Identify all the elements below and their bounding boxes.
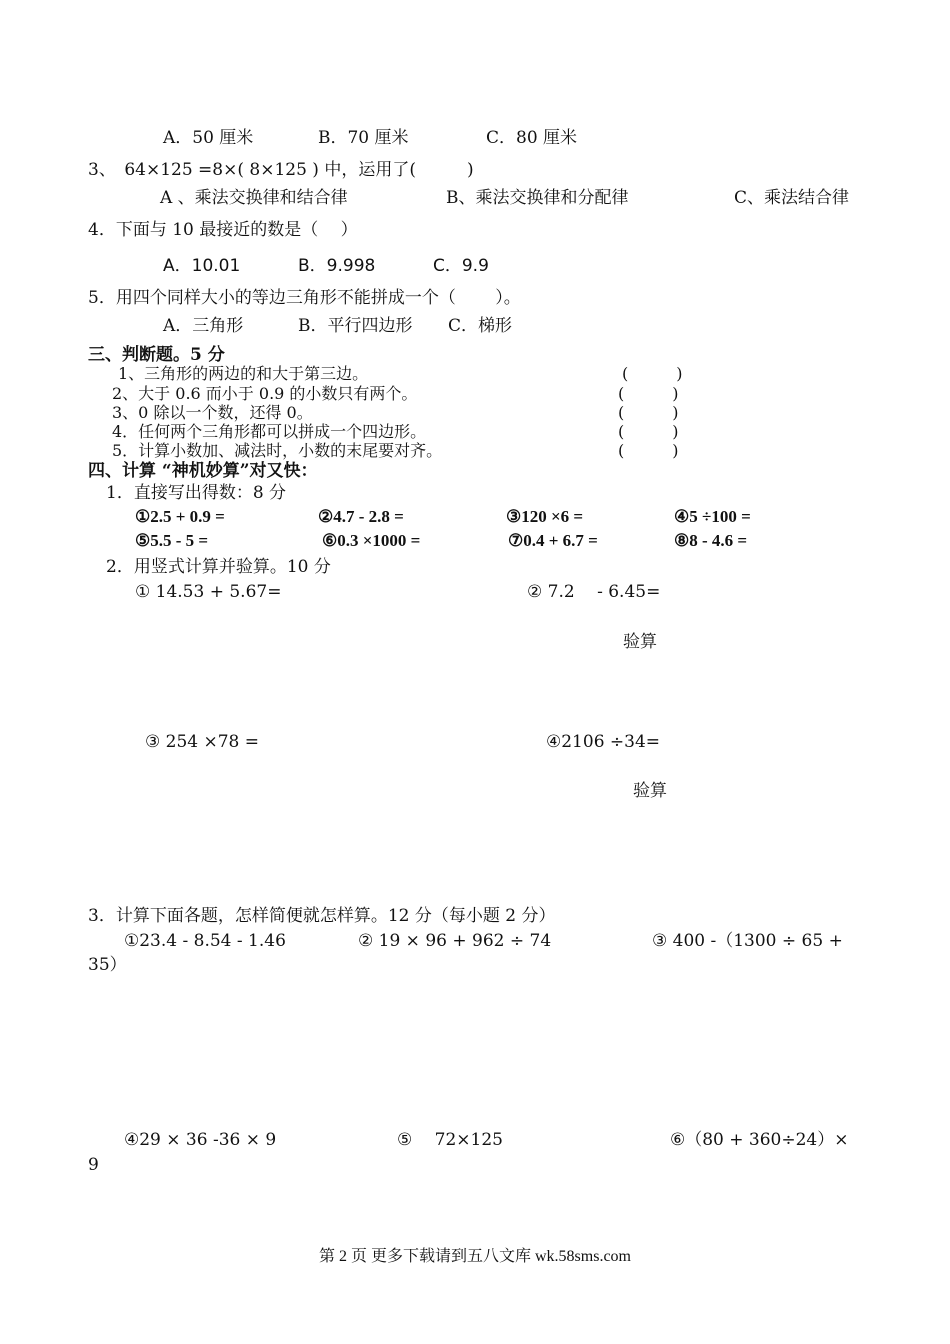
simplify-calc-6-wrap: 9 (88, 1155, 99, 1175)
judge-blank-2[interactable]: ( ) (618, 384, 679, 403)
q4-option-b: B．9.998 (298, 256, 376, 276)
check-label-1: 验算 (623, 632, 657, 652)
q5-option-c: C．梯形 (448, 316, 513, 336)
q3-option-c: C、乘法结合律 (734, 188, 850, 208)
q5-option-a: A．三角形 (163, 316, 244, 336)
q3-option-b: B、乘法交换律和分配律 (446, 188, 629, 208)
vertical-calc-2: ② 7.2 - 6.45= (527, 582, 661, 602)
q4-option-c: C．9.9 (433, 256, 489, 276)
judge-item-1: 1、三角形的两边的和大于第三边。 (118, 364, 369, 383)
q5-option-b: B．平行四边形 (298, 316, 413, 336)
simplify-calc-6: ⑥（80 + 360÷24）× (670, 1130, 849, 1150)
judge-item-3: 3、0 除以一个数，还得 0。 (112, 403, 313, 422)
vertical-calc-4: ④2106 ÷34= (546, 732, 661, 752)
judge-item-4: 4．任何两个三角形都可以拼成一个四边形。 (112, 422, 427, 441)
oral-calc-8: ⑧8 - 4.6 = (674, 531, 748, 550)
part2-title: 2．用竖式计算并验算。10 分 (106, 557, 331, 577)
q2-option-b: B．70 厘米 (318, 128, 409, 148)
simplify-calc-4: ④29 × 36 -36 × 9 (124, 1130, 277, 1150)
vertical-calc-1: ① 14.53 + 5.67= (135, 582, 282, 602)
oral-calc-1: ①2.5 + 0.9 = (135, 507, 225, 526)
simplify-calc-3: ③ 400 -（1300 ÷ 65 + (652, 931, 843, 951)
oral-calc-6: ⑥0.3 ×1000 = (322, 531, 421, 550)
q3-option-a: A 、乘法交换律和结合律 (160, 188, 348, 208)
simplify-calc-3-wrap: 35） (88, 955, 127, 975)
judge-blank-5[interactable]: ( ) (618, 441, 679, 460)
q5-stem: 5．用四个同样大小的等边三角形不能拼成一个（ ）。 (88, 288, 521, 308)
q3-stem: 3、 64×125 =8×( 8×125 ) 中，运用了( ) (88, 160, 474, 180)
simplify-calc-1: ①23.4 - 8.54 - 1.46 (124, 931, 286, 951)
judge-blank-3[interactable]: ( ) (618, 403, 679, 422)
check-label-2: 验算 (633, 781, 667, 801)
section3-title: 三、判断题。5 分 (88, 345, 225, 365)
part3-title: 3．计算下面各题，怎样简便就怎样算。12 分（每小题 2 分） (88, 906, 556, 926)
q4-stem: 4．下面与 10 最接近的数是（ ） (88, 220, 358, 240)
oral-calc-5: ⑤5.5 - 5 = (135, 531, 209, 550)
judge-item-5: 5．计算小数加、减法时，小数的末尾要对齐。 (112, 441, 443, 460)
oral-calc-4: ④5 ÷100 = (674, 507, 751, 526)
oral-calc-3: ③120 ×6 = (506, 507, 584, 526)
q4-option-a: A．10.01 (163, 256, 241, 276)
section4-title: 四、计算 “神机妙算”对又快： (88, 461, 318, 481)
simplify-calc-5: ⑤ 72×125 (397, 1130, 503, 1150)
part1-title: 1．直接写出得数：8 分 (106, 483, 287, 503)
oral-calc-7: ⑦0.4 + 6.7 = (508, 531, 598, 550)
judge-blank-4[interactable]: ( ) (618, 422, 679, 441)
oral-calc-2: ②4.7 - 2.8 = (318, 507, 404, 526)
q2-option-a: A．50 厘米 (163, 128, 254, 148)
judge-item-2: 2、大于 0.6 而小于 0.9 的小数只有两个。 (112, 384, 418, 403)
page-footer: 第 2 页 更多下载请到五八文库 wk.58sms.com (319, 1248, 632, 1265)
vertical-calc-3: ③ 254 ×78 = (145, 732, 260, 752)
simplify-calc-2: ② 19 × 96 + 962 ÷ 74 (358, 931, 552, 951)
q2-option-c: C．80 厘米 (486, 128, 578, 148)
judge-blank-1[interactable]: ( ) (622, 364, 683, 383)
